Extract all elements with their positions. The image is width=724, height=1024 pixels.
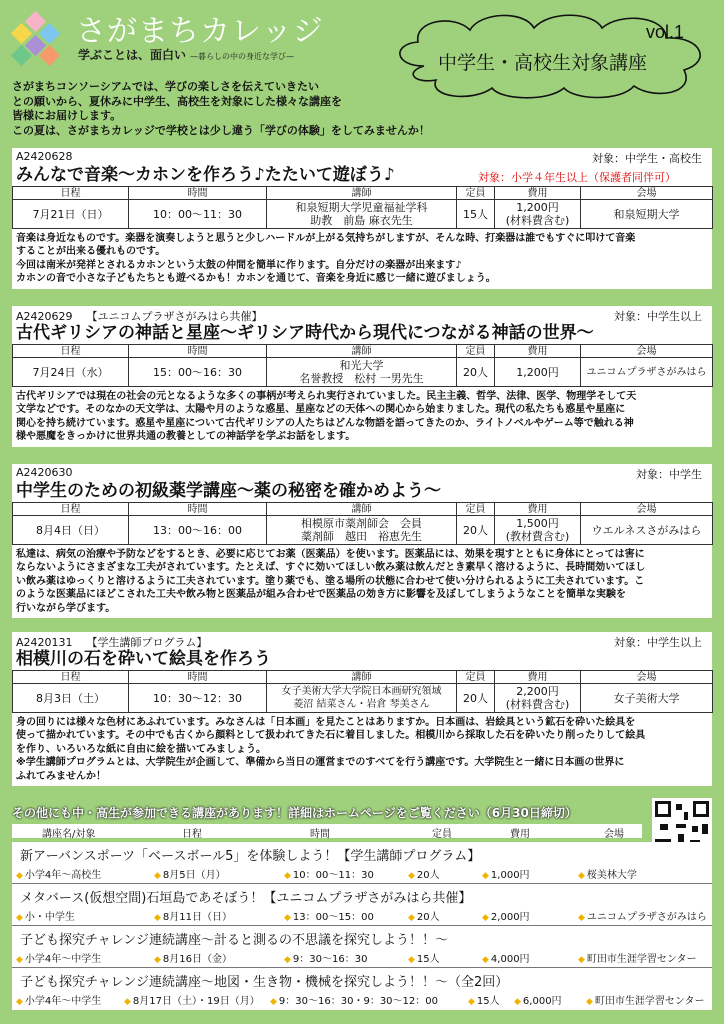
desc-line: 身の回りには様々な色材にあふれています。みなさんは「日本画」を見たことはありますか。日本画は、岩絵具という鉱石を砕いた絵具を	[16, 717, 636, 728]
desc-line: 関心を持ち続けています。惑星や星座について古代ギリシアの人たちはどんな物語を語ってきたのか、ライトノベルやゲーム等で触れる神	[16, 417, 634, 429]
list-item[interactable]	[12, 926, 712, 968]
course-tag: 【学生講師プログラム】	[86, 636, 208, 649]
cell-capacity: 15人	[457, 200, 495, 229]
course-title	[12, 648, 712, 670]
cell-capacity: 20人	[457, 684, 495, 713]
course-info-table	[12, 186, 713, 229]
fee-line: 1,500円	[516, 517, 559, 530]
header-lecturer: 講師	[267, 671, 457, 684]
desc-line: 様や悪魔をきっかけに世界共通の教養としての神話学を学ぶお話をします。	[16, 431, 356, 443]
course-card	[12, 464, 712, 618]
course-tag: 【ユニコムプラザさがみはら共催】	[86, 310, 263, 323]
tagline-main: 学ぶことは、面白い	[78, 48, 187, 62]
header-fee: 費用	[495, 671, 581, 684]
page-title: 中学生・高校生対象講座	[438, 52, 648, 74]
desc-line: を作り、いろいろな紙に自由に絵を描いてみましょう。	[16, 743, 266, 755]
lecturer-line: 相模原市薬剤師会 会員	[301, 517, 422, 530]
header-lecturer: 講師	[267, 345, 457, 358]
course-title-text: 中学生のための初級薬学講座～薬の秘密を確かめよう～	[16, 481, 441, 501]
desc-line: い飲み薬はゆっくりと溶けるように工夫されています。塗り薬でも、塗る場所の状態に合わせて使い分けられるように工夫されています。こ	[16, 575, 645, 587]
desc-line: ※学生講師プログラムとは、大学院生が企画して、準備から当日の運営までのすべてを行う講座です。大学院生と一緒に日本画の世界に	[16, 757, 625, 769]
table-header-row	[13, 503, 713, 516]
table-header-row	[13, 671, 713, 684]
header-fee: 費用	[495, 187, 581, 200]
header-capacity: 定員	[457, 187, 495, 200]
header-time: 時間	[129, 345, 267, 358]
item-target: ◆ 小学4年～中学生	[16, 992, 101, 1007]
item-capacity: ◆ 15人	[408, 950, 440, 965]
item-time: ◆ 9：30～16：30・9：30～12：00	[270, 992, 438, 1007]
fee-line: 1,200円	[516, 365, 559, 379]
course-card	[12, 306, 712, 447]
header-capacity: 定員	[457, 671, 495, 684]
cell-date: 7月21日（日）	[13, 200, 129, 229]
more-courses-heading: その他にも中・高生が参加できる講座があります！詳細はホームページをご覧ください（6月30日締切）	[12, 806, 577, 820]
item-title: メタバース(仮想空間)石垣島であそぼう！【ユニコムプラザさがみはら共催】	[20, 891, 472, 906]
course-title-text: 古代ギリシアの神話と星座～ギリシア時代から現代につながる神話の世界～	[16, 323, 594, 343]
cell-time: 10：30～12：30	[129, 684, 267, 713]
item-date: ◆ 8月16日（金）	[154, 950, 232, 965]
item-date: ◆ 8月5日（月）	[154, 866, 226, 881]
course-id-text: A2420629	[16, 310, 73, 323]
desc-line: 私達は、病気の治療や予防などをするとき、必要に応じてお薬（医薬品）を使います。医薬品には、効果を現すとともに身体にとっては害に	[16, 549, 645, 560]
table-row	[13, 200, 713, 229]
fee-line: (材料費含む)	[505, 698, 570, 711]
col-venue: 会場	[604, 829, 624, 840]
course-target: 対象：中学生以上	[614, 310, 702, 323]
course-title-text: 相模川の石を砕いて絵具を作ろう	[16, 649, 271, 669]
course-info-table	[12, 670, 713, 713]
intro-line: さがまちコンソーシアムでは、学びの楽しさを伝えていきたい	[12, 80, 320, 93]
course-header	[12, 306, 712, 322]
course-description	[12, 545, 712, 618]
item-fee: ◆ 1,000円	[482, 866, 530, 881]
header-time: 時間	[129, 187, 267, 200]
cell-date: 7月24日（水）	[13, 358, 129, 387]
intro-line: との願いから、夏休みに中学生、高校生を対象にした様々な講座を	[12, 94, 342, 108]
course-id-text: A2420628	[16, 150, 73, 163]
brand-tagline	[78, 46, 294, 63]
col-title-target: 講座名/対象	[42, 829, 96, 840]
logo-icon	[8, 14, 66, 66]
lecturer-line: 助教 前島 麻衣先生	[310, 214, 413, 227]
fee-line: 1,200円	[516, 201, 559, 214]
item-fee: ◆ 6,000円	[514, 992, 562, 1007]
list-item[interactable]	[12, 884, 712, 926]
lecturer-line: 薬剤師 越田 裕恵先生	[301, 530, 422, 543]
cell-lecturer	[267, 684, 457, 713]
desc-line: ならないようにさまざまな工夫がされています。たとえば、すぐに効いてほしい飲み薬は飲んだとき素早く溶けるように、長時間効いてほし	[16, 562, 646, 574]
desc-line: カホンの音で小さな子どもたちとも遊べるかも！カホンを通じて、音楽を身近に感じ一緒に遊びましょう。	[16, 273, 496, 285]
lecturer-line: 和光大学	[339, 359, 384, 372]
header-lecturer: 講師	[267, 187, 457, 200]
course-target: 対象：中学生・高校生	[592, 152, 702, 165]
course-description	[12, 229, 712, 289]
table-header-row	[13, 345, 713, 358]
item-capacity: ◆ 20人	[408, 908, 440, 923]
course-title-text: みんなで音楽～カホンを作ろう♪たたいて遊ぼう♪	[16, 165, 395, 185]
course-title	[12, 480, 712, 502]
intro-line: 皆様にお届けします。	[12, 109, 122, 122]
desc-line: 文学などです。そのなかの天文学は、太陽や月のような惑星、星座などの天体への関心から始まりました。現代の私たちも惑星や星座に	[16, 404, 626, 416]
item-fee: ◆ 2,000円	[482, 908, 530, 923]
course-target: 対象：中学生	[636, 468, 702, 481]
course-note: 対象：小学４年生以上（保護者同伴可）	[478, 171, 676, 184]
item-venue: ◆ ユニコムプラザさがみはら	[578, 908, 707, 923]
list-item[interactable]	[12, 842, 712, 884]
desc-line: 音楽は身近なものです。楽器を演奏しようと思うと少しハードルが上がる気持ちがしますが、そんな時、打楽器は誰でもすぐに叩けて音楽	[16, 233, 636, 244]
header-date: 日程	[13, 671, 129, 684]
more-columns-header	[12, 824, 642, 838]
lecturer-line: 菱沼 結菜さん・岩倉 琴美さん	[293, 699, 430, 710]
course-id-text: A2420630	[16, 466, 73, 479]
more-courses-list	[12, 842, 712, 1010]
course-header	[12, 632, 712, 648]
cell-time: 10：00～11：30	[129, 200, 267, 229]
desc-line: することが出来る優れものです。	[16, 246, 166, 258]
course-code	[16, 466, 73, 479]
header-date: 日程	[13, 187, 129, 200]
item-venue: ◆ 桜美林大学	[578, 866, 637, 881]
col-date: 日程	[182, 829, 202, 840]
desc-line: 使って描かれています。その中でも古くから顔料として扱われてきた石に着目しました。相模川から採取した石を砕いたり削ったりして絵具	[16, 730, 646, 742]
item-date: ◆ 8月11日（日）	[154, 908, 232, 923]
cell-time: 13：00～16：00	[129, 516, 267, 545]
header-lecturer: 講師	[267, 503, 457, 516]
intro-line: この夏は、さがまちカレッジで学校とは少し違う「学びの体験」をしてみませんか！	[12, 123, 430, 137]
fee-line: (教材費含む)	[505, 530, 570, 543]
desc-line: のような医薬品にほどこされた工夫や飲み物と医薬品が組み合わせで医薬品の効き方に影響を及ぼしてしまうようなことを簡単な実験を	[16, 589, 626, 601]
header-capacity: 定員	[457, 503, 495, 516]
table-row	[13, 358, 713, 387]
course-header	[12, 464, 712, 480]
item-fee: ◆ 4,000円	[482, 950, 530, 965]
item-venue: ◆ 町田市生涯学習センター	[578, 950, 697, 965]
course-card	[12, 148, 712, 289]
col-capacity: 定員	[432, 829, 452, 840]
header-date: 日程	[13, 503, 129, 516]
item-target: ◆ 小学4年～高校生	[16, 866, 101, 881]
item-capacity: ◆ 15人	[468, 992, 500, 1007]
cell-date: 8月3日（土）	[13, 684, 129, 713]
header-fee: 費用	[495, 503, 581, 516]
course-card	[12, 632, 712, 786]
header-date: 日程	[13, 345, 129, 358]
item-capacity: ◆ 20人	[408, 866, 440, 881]
fee-line: 2,200円	[516, 685, 559, 698]
cell-venue: ユニコムプラザさがみはら	[581, 358, 713, 387]
desc-line: ふれてみませんか！	[16, 770, 106, 782]
list-item[interactable]	[12, 968, 712, 1010]
cell-venue: 和泉短期大学	[581, 200, 713, 229]
volume-label: vol.1	[646, 22, 685, 42]
lecturer-line: 名誉教授 松村 一男先生	[299, 372, 424, 385]
item-title: 子ども探究チャレンジ連続講座～地図・生き物・機械を探究しよう！！～（全2回）	[20, 975, 509, 990]
header-time: 時間	[129, 503, 267, 516]
cell-fee	[495, 200, 581, 229]
item-time: ◆ 9：30～16：30	[284, 950, 367, 965]
desc-line: 行いながら学びます。	[16, 602, 116, 614]
course-info-table	[12, 502, 713, 545]
item-time: ◆ 13：00～15：00	[284, 908, 374, 923]
cell-date: 8月4日（日）	[13, 516, 129, 545]
course-header	[12, 148, 712, 164]
lecturer-line: 和泉短期大学児童福祉学科	[295, 201, 428, 214]
course-description	[12, 713, 712, 786]
cell-lecturer	[267, 200, 457, 229]
cell-venue: ウエルネスさがみはら	[581, 516, 713, 545]
item-target: ◆ 小学4年～中学生	[16, 950, 101, 965]
intro-text	[12, 80, 472, 138]
cell-fee	[495, 516, 581, 545]
table-row	[13, 516, 713, 545]
course-title	[12, 322, 712, 344]
cell-fee	[495, 358, 581, 387]
header-venue: 会場	[581, 187, 713, 200]
lecturer-line: 女子美術大学大学院日本画研究領域	[281, 686, 442, 697]
course-info-table	[12, 344, 713, 387]
header-venue: 会場	[581, 671, 713, 684]
cell-capacity: 20人	[457, 516, 495, 545]
fee-line: (材料費含む)	[505, 214, 570, 227]
item-target: ◆ 小・中学生	[16, 908, 75, 923]
tagline-sub: —暮らしの中の身近な学び—	[190, 52, 295, 61]
item-venue: ◆ 町田市生涯学習センター	[586, 992, 705, 1007]
cell-lecturer	[267, 516, 457, 545]
header-fee: 費用	[495, 345, 581, 358]
cell-time: 15：00～16：30	[129, 358, 267, 387]
cell-fee	[495, 684, 581, 713]
cell-lecturer	[267, 358, 457, 387]
desc-line: 古代ギリシアでは現在の社会の元となるような多くの事柄が考えられ実行されていました。民主主義、哲学、法律、医学、物理学そして天	[16, 391, 637, 402]
cell-capacity: 20人	[457, 358, 495, 387]
desc-line: 今回は南米が発祥とされるカホンという太鼓の仲間を簡単に作ります。自分だけの楽器が出来ます♪	[16, 259, 462, 271]
col-time: 時間	[310, 829, 330, 840]
item-date: ◆ 8月17日（土）・19日（月）	[124, 992, 260, 1007]
course-title	[12, 164, 712, 186]
table-row	[13, 684, 713, 713]
course-description	[12, 387, 712, 447]
header-time: 時間	[129, 671, 267, 684]
header-venue: 会場	[581, 503, 713, 516]
header-venue: 会場	[581, 345, 713, 358]
item-title: 新アーバンスポーツ「ベースボール5」を体験しよう！【学生講師プログラム】	[20, 849, 481, 864]
course-code	[16, 150, 87, 163]
item-title: 子ども探究チャレンジ連続講座～計ると測るの不思議を探究しよう！！～	[20, 933, 448, 948]
col-fee: 費用	[510, 829, 530, 840]
header-capacity: 定員	[457, 345, 495, 358]
item-time: ◆ 10：00～11：30	[284, 866, 374, 881]
cell-venue: 女子美術大学	[581, 684, 713, 713]
course-target: 対象：中学生以上	[614, 636, 702, 649]
brand-name: さがまちカレッジ	[76, 14, 324, 49]
page-header	[0, 0, 724, 137]
course-id-text: A2420131	[16, 636, 73, 649]
